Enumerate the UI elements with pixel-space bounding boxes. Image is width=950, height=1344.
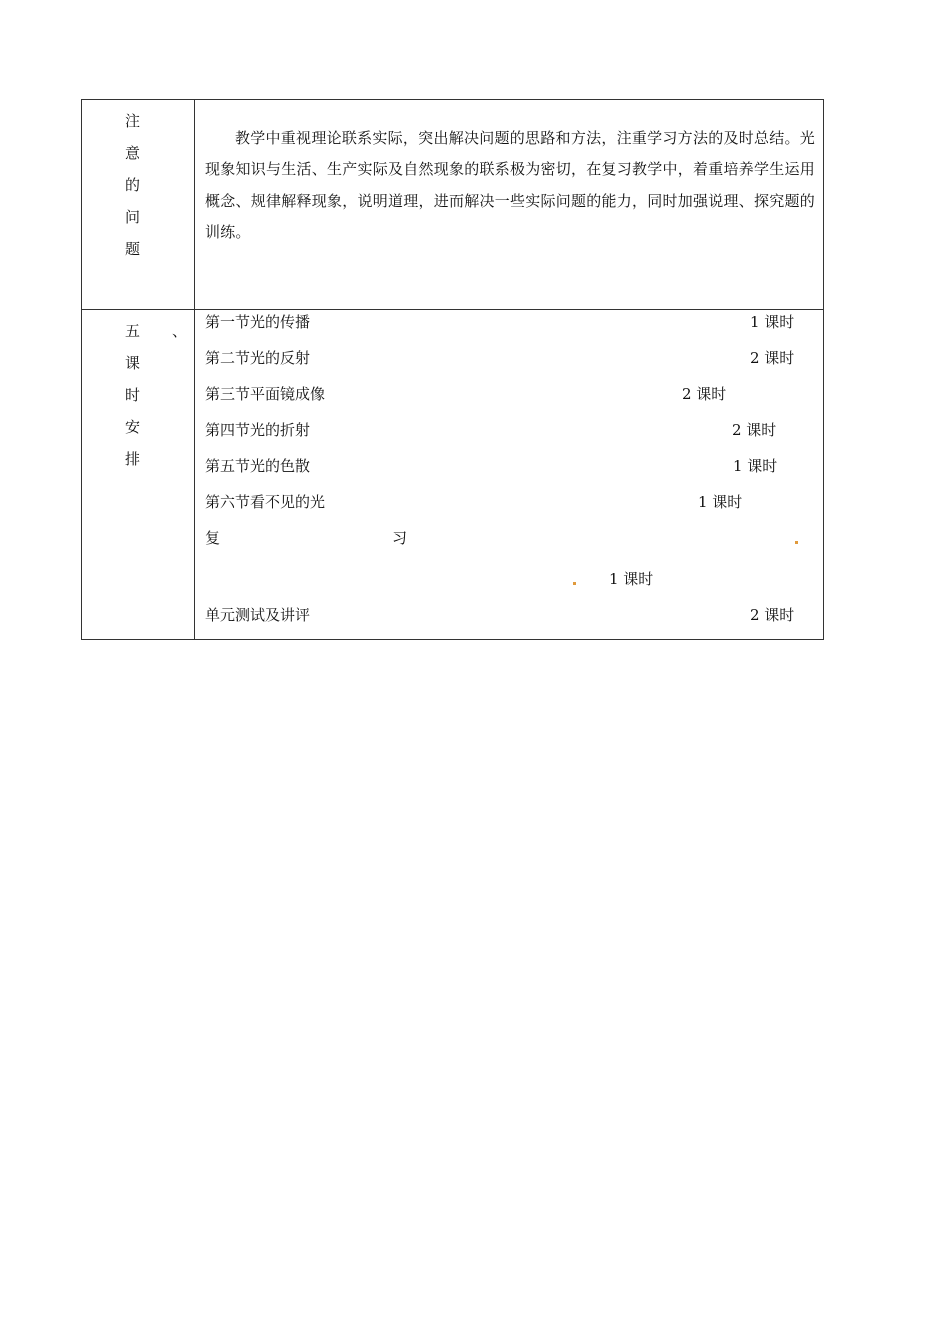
schedule-item-name: 第五节光的色散 — [205, 457, 311, 475]
schedule-item-name: 第四节光的折射 — [205, 421, 311, 439]
schedule-item-name: 单元测试及讲评 — [205, 606, 311, 624]
notes-label-char: 的 — [125, 176, 141, 194]
orange-mark — [573, 582, 576, 585]
schedule-item-hours: 2 课时 — [732, 421, 777, 439]
orange-mark — [795, 541, 798, 544]
schedule-item-name: 第二节光的反射 — [205, 349, 311, 367]
schedule-label-char: 排 — [125, 450, 141, 468]
schedule-item-hours: 1 课时 — [733, 457, 778, 475]
schedule-item-hours: 1 课时 — [698, 493, 743, 511]
notes-label-cell — [82, 100, 195, 309]
notes-label-char: 意 — [125, 144, 141, 162]
notes-label-char: 问 — [125, 208, 141, 226]
schedule-label-char: 时 — [125, 386, 141, 404]
notes-label-char: 题 — [125, 240, 141, 258]
schedule-item-hours: 2 课时 — [682, 385, 727, 403]
schedule-item-hours: 1 课时 — [609, 570, 654, 588]
schedule-row — [82, 310, 823, 640]
schedule-item-name: 第六节看不见的光 — [205, 493, 326, 511]
notes-row — [82, 100, 823, 310]
schedule-label-cell — [82, 310, 195, 640]
schedule-item-hours: 1 课时 — [750, 313, 795, 331]
schedule-item-hours: 2 课时 — [750, 606, 795, 624]
schedule-label-char: 课 — [125, 354, 141, 372]
schedule-label-char: 、 — [172, 322, 188, 340]
lesson-plan-table — [81, 99, 824, 640]
schedule-item-name: 第一节光的传播 — [205, 313, 311, 331]
schedule-content-cell — [195, 310, 823, 640]
schedule-label-char: 五 — [125, 322, 141, 340]
notes-label-char: 注 — [125, 112, 141, 130]
schedule-item-hours: 2 课时 — [750, 349, 795, 367]
notes-paragraph: 教学中重视理论联系实际，突出解决问题的思路和方法，注重学习方法的及时总结。光现象知识与生活、生产实际及自然现象的联系极为密切，在复习教学中，着重培养学生运用概念、规律解释现象，说明道理，进而解决一些实际问题的能力，同时加强说理、探究题的训练。 — [205, 129, 815, 241]
notes-content-cell — [195, 100, 823, 309]
review-item-name-part2: 习 — [392, 529, 408, 547]
schedule-item-name: 第三节平面镜成像 — [205, 385, 326, 403]
schedule-label-char: 安 — [125, 418, 141, 436]
review-item-name-part1: 复 — [205, 529, 221, 547]
